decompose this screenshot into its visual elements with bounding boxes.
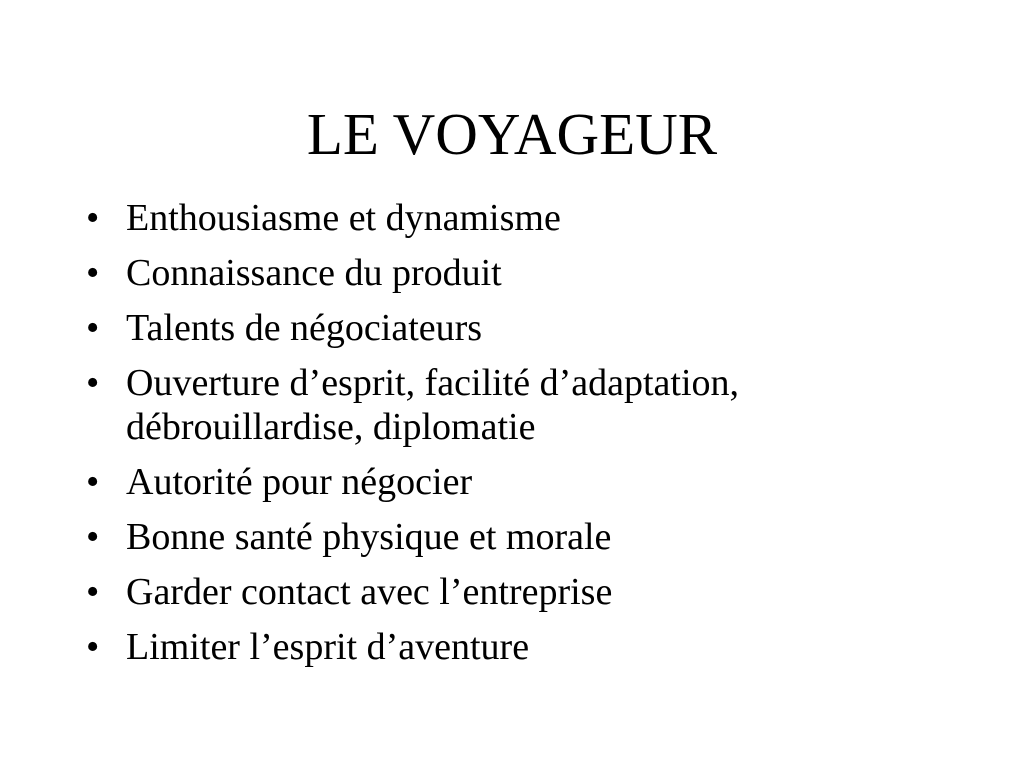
slide-title: LE VOYAGEUR — [306, 101, 718, 167]
bullet-icon: • — [86, 252, 100, 294]
bullet-icon: • — [86, 571, 100, 613]
bullet-text: Limiter l’esprit d’aventure — [126, 626, 530, 668]
bullet-item-aventure — [84, 625, 964, 669]
bullet-item-enthousiasme — [84, 196, 964, 240]
bullet-text: Talents de négociateurs — [126, 307, 483, 349]
bullet-icon: • — [86, 461, 100, 503]
bullet-item-ouverture — [84, 361, 964, 449]
bullet-text: Autorité pour négocier — [126, 461, 473, 503]
bullet-icon: • — [86, 307, 100, 349]
bullet-item-sante — [84, 515, 964, 559]
bullet-item-contact — [84, 570, 964, 614]
bullet-text: Connaissance du produit — [126, 252, 502, 294]
bullet-list — [84, 196, 964, 680]
bullet-item-autorite — [84, 460, 964, 504]
bullet-icon: • — [86, 362, 100, 404]
bullet-item-talents — [84, 306, 964, 350]
bullet-icon: • — [86, 516, 100, 558]
bullet-text: Garder contact avec l’entreprise — [126, 571, 613, 613]
bullet-icon: • — [86, 626, 100, 668]
bullet-icon: • — [86, 197, 100, 239]
bullet-text: Bonne santé physique et morale — [126, 516, 612, 558]
bullet-text: Enthousiasme et dynamisme — [126, 197, 561, 239]
bullet-item-connaissance — [84, 251, 964, 295]
bullet-text: Ouverture d’esprit, facilité d’adaptation, débrouillardise, diplomatie — [126, 362, 740, 448]
